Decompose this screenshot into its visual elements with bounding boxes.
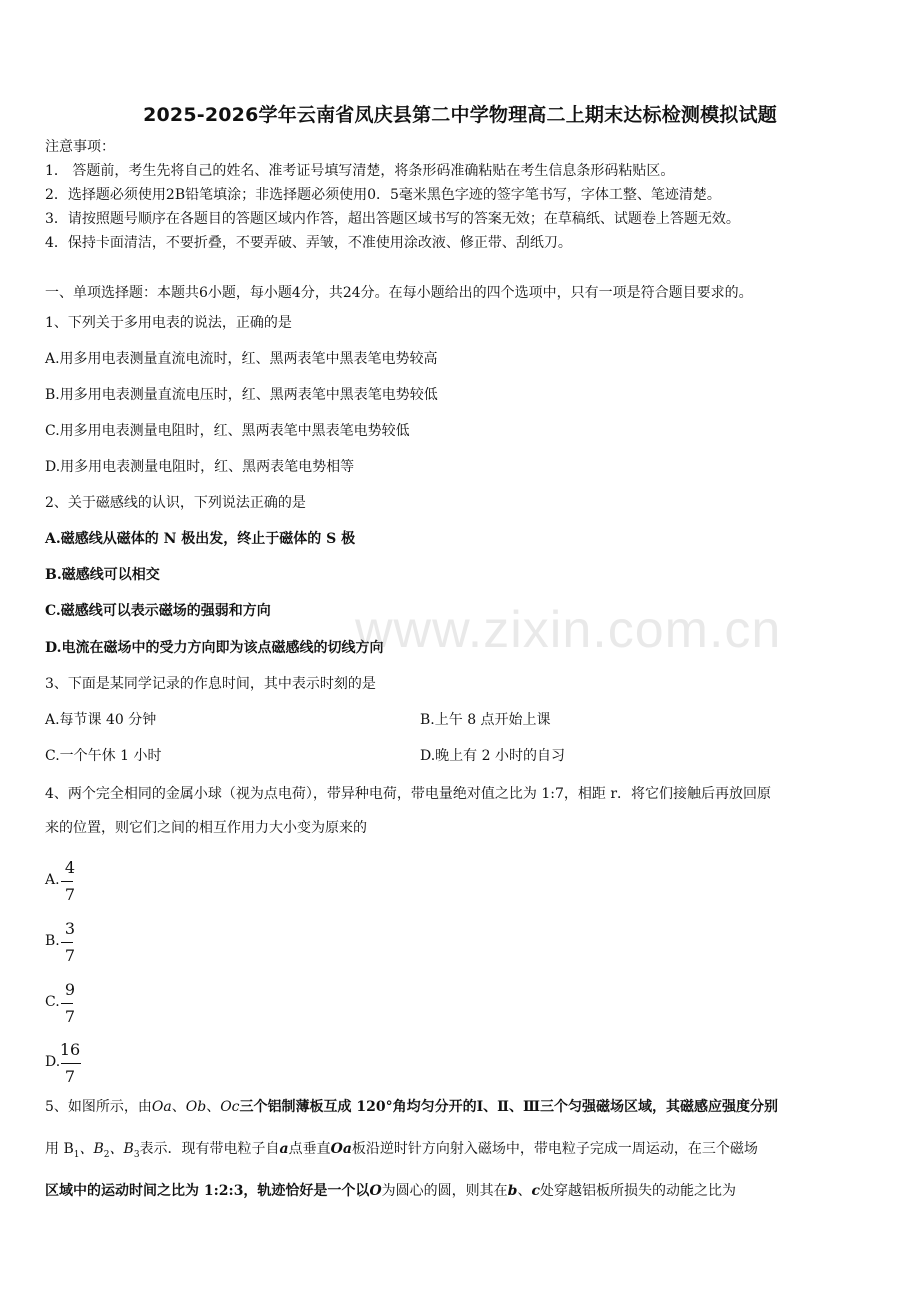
math-symbol: 、B [79,1141,104,1157]
notice-heading: 注意事项： [45,139,115,155]
fraction-bar [61,1003,73,1004]
math-symbol: Oa [151,1099,172,1115]
fraction-bar [61,1063,81,1064]
math-symbol: O [369,1183,382,1199]
question-2-option-b: B.磁感线可以相交 [45,567,160,583]
fraction-denominator: 7 [64,1067,76,1086]
question-3-option-b: B.上午 8 点开始上课 [420,712,551,728]
fraction-denominator: 7 [64,885,76,904]
fraction-numerator: 16 [59,1040,81,1059]
math-symbol: c [531,1183,540,1199]
option-label: D. [45,1054,61,1070]
question-5-line1 [45,1097,778,1117]
question-3-option-a: A.每节课 40 分钟 [45,712,157,728]
page-title: 2025-2026学年云南省凤庆县第二中学物理高二上期末达标检测模拟试题 [143,104,777,126]
question-4-stem-line2: 来的位置，则它们之间的相互作用力大小变为原来的 [45,820,367,836]
text-run: 、 [517,1183,532,1199]
subscript: 2 [103,1149,110,1160]
watermark: www.zixin.com.cn [355,601,782,659]
option-label: A. [45,872,60,888]
fraction-numerator: 4 [64,858,76,877]
option-label: C. [45,994,60,1010]
option-label: B. [45,933,60,949]
math-symbol: a [279,1141,289,1157]
question-2-option-d: D.电流在磁场中的受力方向即为该点磁感线的切线方向 [45,640,384,656]
fraction-numerator: 3 [64,919,76,938]
question-4-stem-line1: 4、两个完全相同的金属小球（视为点电荷），带异种电荷，带电量绝对值之比为 1:7，相距 r．将它们接触后再放回原 [45,786,772,802]
math-symbol: Ob [185,1099,207,1115]
question-5-line3 [45,1181,736,1201]
question-1-option-d: D.用多用电表测量电阻时，红、黑两表笔电势相等 [45,459,355,475]
notice-item: 1． 答题前，考生先将自己的姓名、准考证号填写清楚，将条形码准确粘贴在考生信息条形码粘贴区。 [45,163,675,179]
fraction-bar [61,881,73,882]
notice-item: 4．保持卡面清洁，不要折叠，不要弄破、弄皱，不准使用涂改液、修正带、刮纸刀。 [45,235,572,251]
question-3-option-d: D.晚上有 2 小时的自习 [420,748,565,764]
question-1-option-c: C.用多用电表测量电阻时，红、黑两表笔中黑表笔电势较低 [45,423,410,439]
math-symbol: 、B [109,1141,134,1157]
question-3-stem: 3、下面是某同学记录的作息时间，其中表示时刻的是 [45,676,376,692]
math-symbol: b [507,1183,518,1199]
fraction-bar [61,942,73,943]
text-run: 表示．现有带电粒子自 [139,1141,280,1157]
notice-item: 3．请按照题号顺序在各题目的答题区域内作答，超出答题区域书写的答案无效；在草稿纸、试题卷上答题无效。 [45,211,740,227]
text-run: 、 [171,1099,186,1115]
question-1-stem: 1、下列关于多用电表的说法，正确的是 [45,315,292,331]
question-1-option-a: A.用多用电表测量直流电流时，红、黑两表笔中黑表笔电势较高 [45,351,438,367]
text-run: 板沿逆时针方向射入磁场中，带电粒子完成一周运动，在三个磁场 [351,1141,758,1157]
text-run: 用 B [45,1141,74,1157]
math-symbol: Oc [220,1099,240,1115]
fraction-denominator: 7 [64,1007,76,1026]
text-run: 点垂直 [288,1141,331,1157]
fraction-denominator: 7 [64,946,76,965]
text-run: 、 [206,1099,221,1115]
question-1-option-b: B.用多用电表测量直流电压时，红、黑两表笔中黑表笔电势较低 [45,387,438,403]
question-2-stem: 2、关于磁感线的认识，下列说法正确的是 [45,495,306,511]
text-run: 区域中的运动时间之比为 1:2:3，轨迹恰好是一个以 [45,1183,370,1199]
text-run: 5、如图所示，由 [45,1099,152,1115]
subscript: 3 [133,1149,140,1160]
notice-item: 2．选择题必须使用2B铅笔填涂；非选择题必须使用0．5毫米黑色字迹的签字笔书写，字体工整、笔迹清楚。 [45,187,721,203]
subscript: 1 [73,1149,80,1160]
text-run: 为圆心的圆，则其在 [381,1183,508,1199]
question-2-option-c: C.磁感线可以表示磁场的强弱和方向 [45,603,271,619]
text-run: 三个铝制薄板互成 120°角均匀分开的Ⅰ、Ⅱ、Ⅲ三个匀强磁场区域，其磁感应强度分别 [239,1099,779,1115]
fraction-numerator: 9 [64,980,76,999]
text-run: 处穿越铝板所损失的动能之比为 [539,1183,736,1199]
math-symbol: Oa [330,1141,352,1157]
question-5-line2 [45,1139,758,1165]
question-2-option-a: A.磁感线从磁体的 N 极出发，终止于磁体的 S 极 [45,531,356,547]
section-heading: 一、单项选择题：本题共6小题，每小题4分，共24分。在每小题给出的四个选项中，只有一项是符合题目要求的。 [45,285,753,301]
question-3-option-c: C.一个午休 1 小时 [45,748,162,764]
